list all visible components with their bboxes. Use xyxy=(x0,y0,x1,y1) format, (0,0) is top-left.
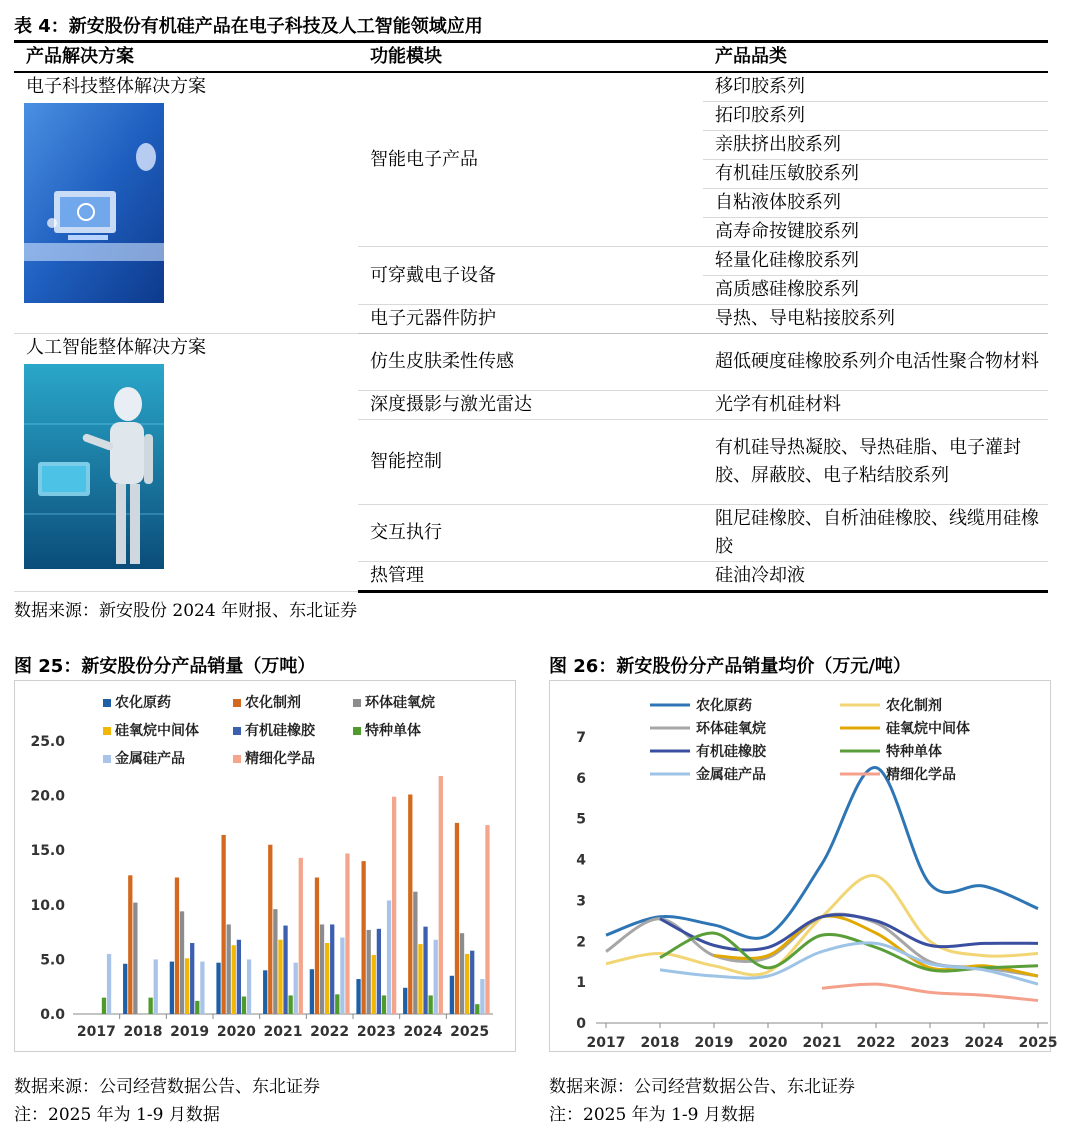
legend-label: 农化制剂 xyxy=(886,698,942,714)
bar-硅氧烷中间体-2021 xyxy=(278,940,282,1014)
bar-金属硅产品-2025 xyxy=(480,979,484,1014)
header-module: 功能模块 xyxy=(358,42,703,73)
bar-精细化学品-2024 xyxy=(439,776,443,1014)
product-cell: 拓印胶系列 xyxy=(703,102,1048,131)
legend-label: 农化原药 xyxy=(115,695,171,711)
line-农化原药 xyxy=(606,768,1038,939)
bar-环体硅氧烷-2023 xyxy=(367,930,371,1014)
product-cell: 导热、导电粘接胶系列 xyxy=(703,305,1048,334)
bar-有机硅橡胶-2020 xyxy=(237,940,241,1014)
legend-label: 环体硅氧烷 xyxy=(696,721,766,737)
bar-硅氧烷中间体-2025 xyxy=(465,954,469,1014)
legend-swatch xyxy=(233,755,241,763)
legend-label: 环体硅氧烷 xyxy=(365,695,435,711)
fig25-bar-chart xyxy=(15,681,515,1051)
legend-swatch xyxy=(353,727,361,735)
y-tick-label: 25.0 xyxy=(30,734,65,750)
bar-农化原药-2020 xyxy=(216,963,220,1014)
bar-农化制剂-2018 xyxy=(128,875,132,1014)
solution-electronics-label: 电子科技整体解决方案 xyxy=(26,76,206,97)
x-tick-label: 2024 xyxy=(403,1024,443,1040)
fig26-frame xyxy=(549,680,1058,1052)
y-tick-label: 2 xyxy=(576,934,586,951)
product-cell: 移印胶系列 xyxy=(703,72,1048,102)
bar-特种单体-2021 xyxy=(288,995,292,1014)
bar-环体硅氧烷-2018 xyxy=(133,903,137,1014)
y-tick-label: 5.0 xyxy=(40,952,65,969)
bar-精细化学品-2023 xyxy=(392,797,396,1014)
module-component-protection: 电子元器件防护 xyxy=(358,305,703,334)
product-cell: 光学有机硅材料 xyxy=(703,391,1048,420)
bar-农化制剂-2024 xyxy=(408,795,412,1014)
table4-source: 数据来源：新安股份 2024 年财报、东北证券 xyxy=(14,601,358,621)
bar-精细化学品-2025 xyxy=(485,825,489,1014)
y-tick-label: 4 xyxy=(576,852,586,869)
x-tick-label: 2022 xyxy=(310,1024,350,1040)
x-tick-label: 2017 xyxy=(76,1024,116,1040)
x-tick-label: 2017 xyxy=(586,1035,626,1051)
bar-有机硅橡胶-2024 xyxy=(423,927,427,1014)
legend-label: 硅氧烷中间体 xyxy=(115,723,199,739)
y-tick-label: 0 xyxy=(576,1016,586,1032)
bar-有机硅橡胶-2023 xyxy=(377,929,381,1014)
x-tick-label: 2021 xyxy=(802,1035,842,1051)
fig26-source: 数据来源：公司经营数据公告、东北证券 xyxy=(549,1077,855,1097)
bar-农化制剂-2023 xyxy=(361,861,365,1014)
product-cell: 高质感硅橡胶系列 xyxy=(703,276,1048,305)
x-tick-label: 2019 xyxy=(170,1024,210,1040)
bar-环体硅氧烷-2022 xyxy=(320,924,324,1014)
robot-image xyxy=(24,364,164,569)
module-thermal: 热管理 xyxy=(358,562,703,592)
module-smart-control: 智能控制 xyxy=(358,420,703,505)
legend-label: 硅氧烷中间体 xyxy=(886,721,970,737)
bar-特种单体-2018 xyxy=(148,998,152,1014)
fig26-line-chart xyxy=(550,681,1058,1051)
product-cell: 高寿命按键胶系列 xyxy=(703,218,1048,247)
bar-环体硅氧烷-2025 xyxy=(460,933,464,1014)
table-header-row xyxy=(14,42,1048,73)
bar-环体硅氧烷-2024 xyxy=(413,892,417,1014)
product-cell: 阻尼硅橡胶、自析油硅橡胶、线缆用硅橡胶 xyxy=(703,505,1048,562)
y-tick-label: 3 xyxy=(576,893,586,910)
legend-label: 金属硅产品 xyxy=(115,751,185,767)
bar-环体硅氧烷-2021 xyxy=(273,909,277,1014)
product-cell: 硅油冷却液 xyxy=(703,562,1048,592)
x-tick-label: 2020 xyxy=(216,1024,256,1040)
legend-swatch xyxy=(103,699,111,707)
bar-硅氧烷中间体-2024 xyxy=(418,944,422,1014)
bar-特种单体-2023 xyxy=(382,995,386,1014)
legend-swatch xyxy=(103,727,111,735)
bar-农化制剂-2022 xyxy=(315,878,319,1015)
bar-硅氧烷中间体-2023 xyxy=(372,955,376,1014)
table-row xyxy=(14,72,1048,102)
legend-swatch xyxy=(103,755,111,763)
module-interaction: 交互执行 xyxy=(358,505,703,562)
legend-label: 精细化学品 xyxy=(886,767,956,783)
bar-农化原药-2019 xyxy=(170,962,174,1014)
legend-swatch xyxy=(353,699,361,707)
x-tick-label: 2020 xyxy=(748,1035,788,1051)
bar-农化原药-2018 xyxy=(123,964,127,1014)
bar-农化原药-2023 xyxy=(356,979,360,1014)
fig25-source: 数据来源：公司经营数据公告、东北证券 xyxy=(14,1077,320,1097)
bar-农化原药-2022 xyxy=(310,969,314,1014)
x-tick-label: 2023 xyxy=(356,1024,396,1040)
bar-有机硅橡胶-2021 xyxy=(283,926,287,1014)
bar-金属硅产品-2017 xyxy=(107,954,111,1014)
table4-title: 表 4：新安股份有机硅产品在电子科技及人工智能领域应用 xyxy=(14,16,483,37)
bar-硅氧烷中间体-2022 xyxy=(325,943,329,1014)
y-tick-label: 5 xyxy=(576,811,586,828)
x-tick-label: 2025 xyxy=(1018,1035,1058,1051)
bar-环体硅氧烷-2019 xyxy=(180,911,184,1014)
bar-特种单体-2025 xyxy=(475,1004,479,1014)
bar-特种单体-2017 xyxy=(102,998,106,1014)
bar-有机硅橡胶-2019 xyxy=(190,943,194,1014)
bar-金属硅产品-2021 xyxy=(294,963,298,1014)
x-tick-label: 2018 xyxy=(640,1035,680,1051)
bar-金属硅产品-2018 xyxy=(154,959,158,1014)
module-depth-lidar: 深度摄影与激光雷达 xyxy=(358,391,703,420)
x-tick-label: 2025 xyxy=(450,1024,490,1040)
bar-农化原药-2024 xyxy=(403,988,407,1014)
fig25-title: 图 25：新安股份分产品销量（万吨） xyxy=(14,656,316,677)
product-cell: 自粘液体胶系列 xyxy=(703,189,1048,218)
x-tick-label: 2023 xyxy=(910,1035,950,1051)
legend-label: 有机硅橡胶 xyxy=(245,723,315,739)
bar-有机硅橡胶-2022 xyxy=(330,924,334,1014)
legend-label: 农化原药 xyxy=(696,698,752,714)
x-tick-label: 2021 xyxy=(263,1024,303,1040)
product-cell: 有机硅导热凝胶、导热硅脂、电子灌封胶、屏蔽胶、电子粘结胶系列 xyxy=(703,420,1048,505)
y-tick-label: 7 xyxy=(576,730,586,746)
legend-label: 有机硅橡胶 xyxy=(696,744,766,760)
product-cell: 亲肤挤出胶系列 xyxy=(703,131,1048,160)
line-金属硅产品 xyxy=(660,943,1038,984)
solution-ai-cell xyxy=(14,334,358,592)
fig25-note: 注：2025 年为 1-9 月数据 xyxy=(14,1105,220,1125)
table-row xyxy=(14,334,1048,391)
product-application-table xyxy=(14,40,1048,593)
bar-金属硅产品-2019 xyxy=(200,962,204,1014)
legend-swatch xyxy=(233,699,241,707)
bar-农化制剂-2019 xyxy=(175,878,179,1015)
fig26-title: 图 26：新安股份分产品销量均价（万元/吨） xyxy=(549,656,911,677)
bar-精细化学品-2021 xyxy=(299,858,303,1014)
electronics-image xyxy=(24,103,164,303)
legend-label: 精细化学品 xyxy=(245,751,315,767)
y-tick-label: 1 xyxy=(576,975,586,992)
fig26-note: 注：2025 年为 1-9 月数据 xyxy=(549,1105,755,1125)
legend-label: 特种单体 xyxy=(886,744,942,760)
legend-label: 农化制剂 xyxy=(245,695,301,711)
bar-特种单体-2024 xyxy=(428,995,432,1014)
legend-label: 特种单体 xyxy=(365,723,421,739)
bar-硅氧烷中间体-2019 xyxy=(185,958,189,1014)
bar-金属硅产品-2020 xyxy=(247,959,251,1014)
bar-特种单体-2019 xyxy=(195,1001,199,1014)
y-tick-label: 0.0 xyxy=(40,1007,65,1023)
y-tick-label: 10.0 xyxy=(30,897,65,914)
y-tick-label: 6 xyxy=(576,770,586,787)
module-smart-electronics: 智能电子产品 xyxy=(358,72,703,247)
solution-ai-label: 人工智能整体解决方案 xyxy=(26,337,206,358)
bar-金属硅产品-2024 xyxy=(434,940,438,1014)
product-cell: 有机硅压敏胶系列 xyxy=(703,160,1048,189)
y-tick-label: 15.0 xyxy=(30,843,65,860)
bar-农化原药-2021 xyxy=(263,970,267,1014)
bar-农化原药-2025 xyxy=(450,976,454,1014)
bar-农化制剂-2021 xyxy=(268,845,272,1014)
x-tick-label: 2019 xyxy=(694,1035,734,1051)
bar-环体硅氧烷-2020 xyxy=(227,924,231,1014)
bar-硅氧烷中间体-2020 xyxy=(232,945,236,1014)
x-tick-label: 2024 xyxy=(964,1035,1004,1051)
header-product: 产品品类 xyxy=(703,42,1048,73)
legend-label: 金属硅产品 xyxy=(696,767,766,783)
bar-特种单体-2022 xyxy=(335,994,339,1014)
product-cell: 超低硬度硅橡胶系列介电活性聚合物材料 xyxy=(703,334,1048,391)
module-bionic-skin: 仿生皮肤柔性传感 xyxy=(358,334,703,391)
bar-特种单体-2020 xyxy=(242,997,246,1014)
bar-农化制剂-2020 xyxy=(221,835,225,1014)
fig25-frame xyxy=(14,680,516,1052)
bar-金属硅产品-2023 xyxy=(387,900,391,1014)
x-tick-label: 2022 xyxy=(856,1035,896,1051)
bar-精细化学品-2022 xyxy=(345,853,349,1014)
x-tick-label: 2018 xyxy=(123,1024,163,1040)
bar-有机硅橡胶-2025 xyxy=(470,951,474,1014)
bar-金属硅产品-2022 xyxy=(340,938,344,1014)
bar-农化制剂-2025 xyxy=(455,823,459,1014)
line-精细化学品 xyxy=(822,984,1038,1000)
header-solution: 产品解决方案 xyxy=(14,42,358,73)
y-tick-label: 20.0 xyxy=(30,788,65,805)
solution-electronics-cell xyxy=(14,72,358,334)
legend-swatch xyxy=(233,727,241,735)
module-wearables: 可穿戴电子设备 xyxy=(358,247,703,305)
product-cell: 轻量化硅橡胶系列 xyxy=(703,247,1048,276)
